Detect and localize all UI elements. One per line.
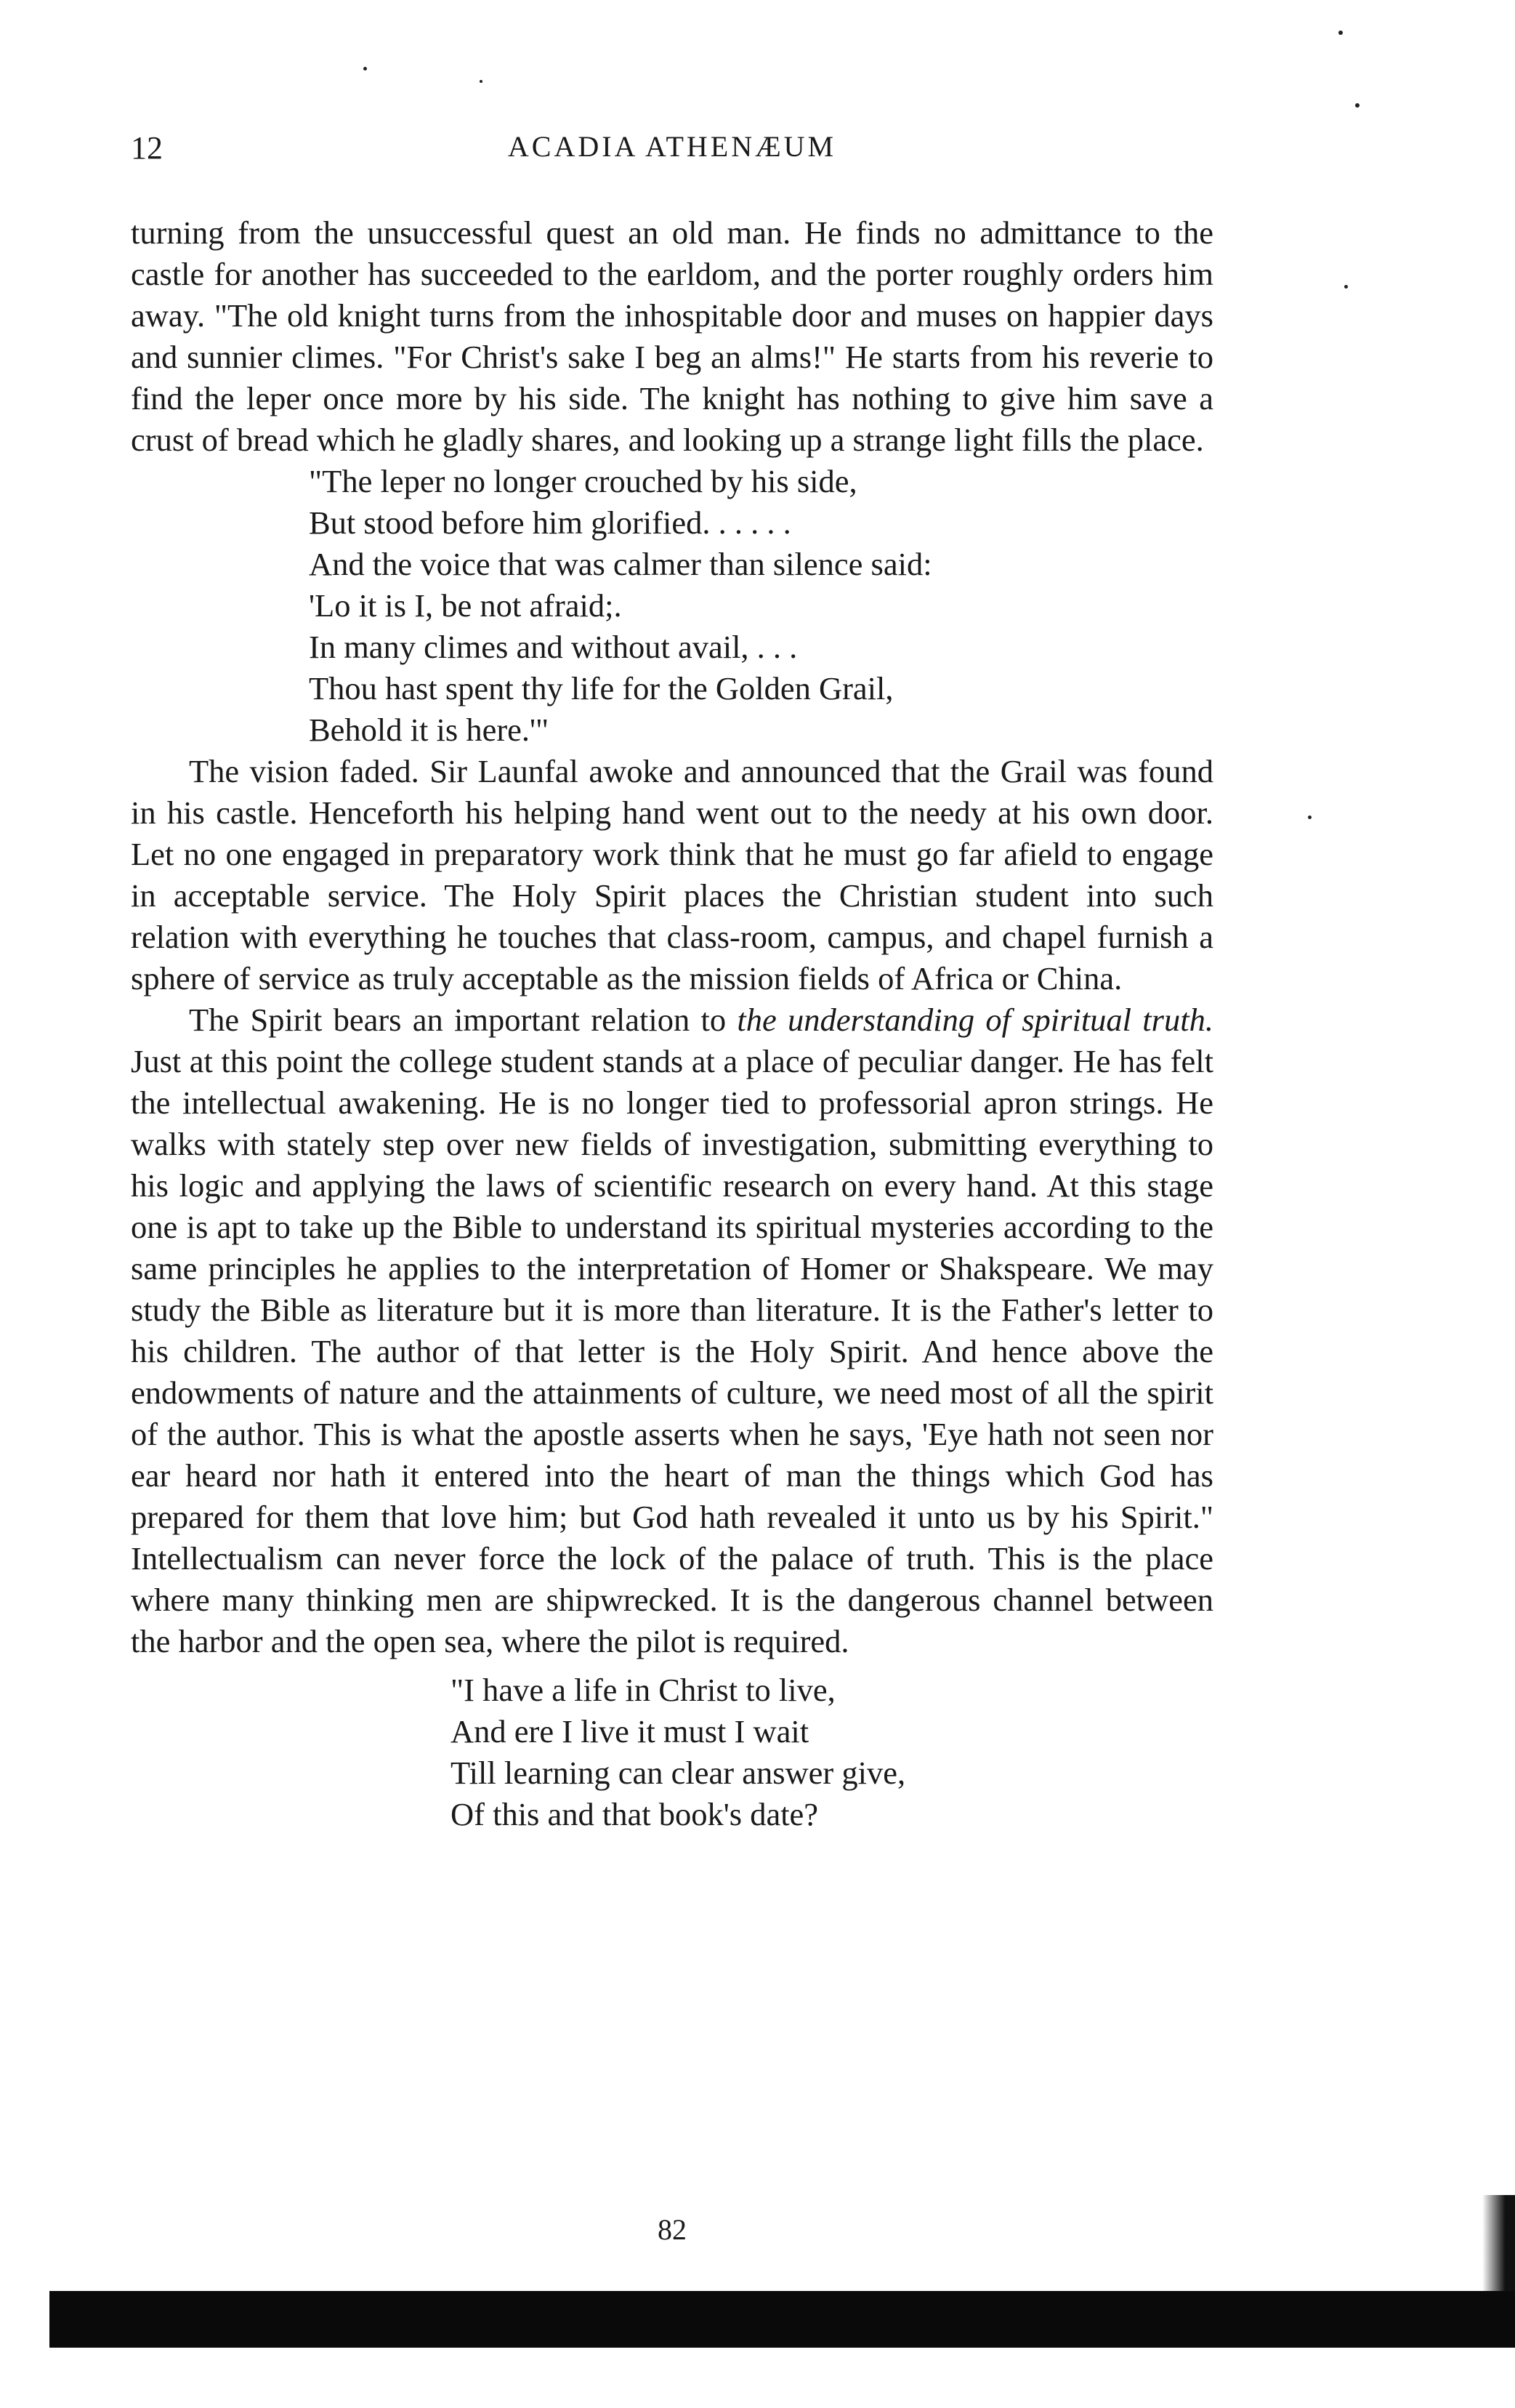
verse-line: Till learning can clear answer give, [451,1755,906,1791]
scan-speck [480,80,482,83]
verse-line: Thou hast spent thy life for the Golden Grail, [309,670,894,706]
scan-speck [1308,816,1312,819]
paragraph-launfal-return: turning from the unsuccessful quest an old man. He finds no admittance to the castle for another has succeeded to the earldom, and the porter roughly orders him away. "The old knight turns from the inhospitable door and muses on happier days and sunnier climes. "For Christ's sake I beg an alms!" He starts from his reverie to find the leper once more by his side. The knight has nothing to give him save a crust of bread which he gladly shares, and looking up a strange light fills the place. [131,214,1213,458]
paragraph-lead: The Spirit bears an important relation to [189,1002,738,1038]
page-header [131,129,1213,173]
paragraph-vision-faded: The vision faded. Sir Launfal awoke and announced that the Grail was found in his castle. Henceforth his helping hand went out to the needy at his own door. Let no one engaged in preparatory work think that he must go far afield to engage in acceptable service. The Holy Spirit places the Christian student into such relation with everything he touches that class-room, campus, and chapel furnish a sphere of service as truly acceptable as the mission fields of Africa or China. [131,753,1213,996]
folio-number: 82 [658,2213,687,2246]
verse-line: Of this and that book's date? [451,1796,819,1832]
scan-border-band [49,2291,1515,2348]
verse-line: But stood before him glorified. . . . . . [309,504,791,541]
verse-leper [131,461,1213,751]
verse-line: "I have a life in Christ to live, [451,1672,836,1708]
paragraph-rest: Just at this point the college student stands at a place of peculiar danger. He has felt the intellectual awakening. He is no longer tied to professorial apron strings. He walks with stately step over new fields of investigation, submitting everything to his logic and applying the laws of scientific research on every hand. At this stage one is apt to take up the Bible to understand its spiritual mysteries according to the same principles he applies to the interpretation of Homer or Shakspeare. We may study the Bible as literature but it is more than literature. It is the Father's letter to his children. The author of that letter is the Holy Spirit. And hence above the endowments of nature and the attainments of culture, we need most of all the spirit of the author. This is what the apostle asserts when he says, 'Eye hath not seen nor ear heard nor hath it entered into the heart of man the things which God has prepared for them that love him; but God hath revealed it unto us by his Spirit." Intellectualism can never force the lock of the palace of truth. This is the place where many thinking men are shipwrecked. It is the dangerous channel between the harbor and the open sea, where the pilot is required. [131,1043,1213,1659]
page-number: 12 [131,130,163,166]
scan-speck [363,67,367,71]
scan-speck [1338,31,1343,35]
scan-speck [1344,285,1348,289]
verse-life-in-christ [131,1670,1213,1835]
article-body [131,212,1213,1835]
scan-speck [1355,103,1360,108]
verse-line: And the voice that was calmer than silence said: [309,546,932,582]
verse-line: In many climes and without avail, . . . [309,629,798,665]
paragraph-spiritual-truth [131,999,1213,1662]
verse-line: 'Lo it is I, be not afraid;. [309,587,622,624]
verse-line: Behold it is here.'" [309,712,549,748]
scan-edge-shadow [1482,2195,1515,2297]
running-title: ACADIA ATHENÆUM [507,130,837,163]
emphasis-phrase: the understanding of spiritual truth. [737,1002,1213,1038]
verse-line: And ere I live it must I wait [451,1713,809,1749]
verse-line: "The leper no longer crouched by his side, [309,463,857,499]
